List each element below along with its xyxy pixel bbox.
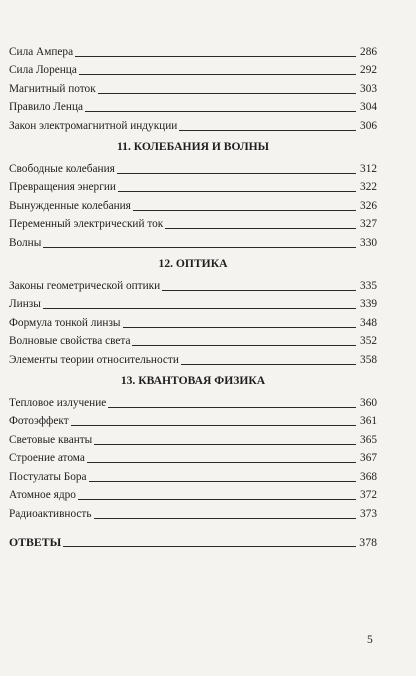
section-13-list <box>9 391 377 521</box>
toc-entry-page: 322 <box>360 181 377 194</box>
leader-line <box>165 228 356 229</box>
leader-line <box>179 130 356 131</box>
toc-entry-page: 367 <box>360 452 377 465</box>
toc-entry <box>9 231 377 250</box>
toc-entry-page: 352 <box>360 335 377 348</box>
toc-entry-title: Формула тонкой линзы <box>9 316 121 329</box>
toc-entry-page: 358 <box>360 353 377 366</box>
leader-line <box>75 56 356 57</box>
answers-title: ОТВЕТЫ <box>9 535 62 550</box>
toc-entry-page: 335 <box>360 279 377 292</box>
toc-entry-title: Сила Ампера <box>9 45 74 58</box>
toc-entry-title: Фотоэффект <box>9 415 69 428</box>
toc-entry-title: Сила Лоренца <box>9 64 77 77</box>
toc-entry <box>9 96 377 115</box>
leader-line <box>85 111 356 112</box>
leader-line <box>79 74 356 75</box>
leader-line <box>89 481 356 482</box>
toc-entry-page: 306 <box>360 119 377 132</box>
section-11-list <box>9 157 377 250</box>
toc-entry-page: 339 <box>360 298 377 311</box>
section-heading: 11. КОЛЕБАНИЯ И ВОЛНЫ <box>116 139 269 153</box>
toc-entry <box>9 311 377 330</box>
toc-entry <box>9 114 377 133</box>
toc-entry-page: 373 <box>360 508 377 521</box>
toc-entry <box>9 465 377 484</box>
toc-entry-page: 304 <box>360 101 377 114</box>
leader-line <box>71 425 356 426</box>
section-heading: 12. ОПТИКА <box>158 256 228 270</box>
page-number: 5 <box>367 634 373 646</box>
table-of-contents <box>9 40 377 549</box>
toc-entry <box>9 348 377 367</box>
leader-line <box>133 210 356 211</box>
leader-line <box>181 364 356 365</box>
toc-entry <box>9 274 377 293</box>
toc-entry-page: 303 <box>360 82 377 95</box>
leader-line <box>98 93 356 94</box>
toc-entry <box>9 59 377 78</box>
toc-entry <box>9 391 377 410</box>
toc-entry-title: Закон электромагнитной индукции <box>9 119 178 132</box>
toc-entry <box>9 484 377 503</box>
toc-entry <box>9 502 377 521</box>
leader-line <box>162 290 356 291</box>
toc-entry-page: 327 <box>360 218 377 231</box>
leader-line <box>87 462 356 463</box>
toc-entry-title: Световые кванты <box>9 433 93 446</box>
toc-entry-page: 360 <box>360 396 377 409</box>
toc-entry <box>9 194 377 213</box>
toc-entry-answers <box>9 523 377 549</box>
toc-entry-page: 368 <box>360 470 377 483</box>
leader-line <box>63 546 356 547</box>
leader-line <box>94 518 357 519</box>
toc-entry <box>9 176 377 195</box>
toc-entry-title: Волновые свойства света <box>9 335 131 348</box>
toc-entry-title: Магнитный поток <box>9 82 96 95</box>
section-heading: 13. КВАНТОВАЯ ФИЗИКА <box>120 373 266 387</box>
toc-entry <box>9 447 377 466</box>
toc-entry-page: 372 <box>360 489 377 502</box>
leader-line <box>78 499 356 500</box>
toc-entry-title: Свободные колебания <box>9 162 115 175</box>
toc-entry-page: 286 <box>360 45 377 58</box>
toc-entry-page: 365 <box>360 433 377 446</box>
toc-entry <box>9 410 377 429</box>
toc-entry-page: 348 <box>360 316 377 329</box>
toc-entry-page: 292 <box>360 64 377 77</box>
toc-entry-title: Радиоактивность <box>9 508 92 521</box>
leader-line <box>94 444 356 445</box>
section-12-list <box>9 274 377 367</box>
leader-line <box>117 173 356 174</box>
toc-entry-title: Элементы теории относительности <box>9 353 179 366</box>
toc-entry-title: Переменный электрический ток <box>9 218 164 231</box>
toc-entry <box>9 77 377 96</box>
toc-entry <box>9 293 377 312</box>
toc-entry-title: Правило Ленца <box>9 101 84 114</box>
toc-entry <box>9 428 377 447</box>
leader-line <box>118 191 356 192</box>
toc-entry <box>9 40 377 59</box>
toc-entry-title: Вынужденные колебания <box>9 199 131 212</box>
answers-page: 378 <box>359 535 377 550</box>
toc-entry-page: 312 <box>360 162 377 175</box>
toc-entry-title: Атомное ядро <box>9 489 76 502</box>
leader-line <box>123 327 356 328</box>
toc-entry-title: Волны <box>9 236 42 249</box>
toc-entry-title: Законы геометрической оптики <box>9 279 161 292</box>
section-10-list <box>9 40 377 133</box>
toc-entry-title: Превращения энергии <box>9 181 116 194</box>
leader-line <box>43 247 356 248</box>
toc-entry-page: 326 <box>360 199 377 212</box>
toc-entry-title: Постулаты Бора <box>9 470 87 483</box>
leader-line <box>43 308 356 309</box>
leader-line <box>132 345 356 346</box>
toc-entry <box>9 330 377 349</box>
toc-entry-title: Тепловое излучение <box>9 396 107 409</box>
toc-entry <box>9 213 377 232</box>
toc-entry <box>9 157 377 176</box>
leader-line <box>108 407 356 408</box>
toc-entry-page: 361 <box>360 415 377 428</box>
toc-entry-page: 330 <box>360 236 377 249</box>
toc-entry-title: Линзы <box>9 298 41 311</box>
toc-entry-title: Строение атома <box>9 452 85 465</box>
